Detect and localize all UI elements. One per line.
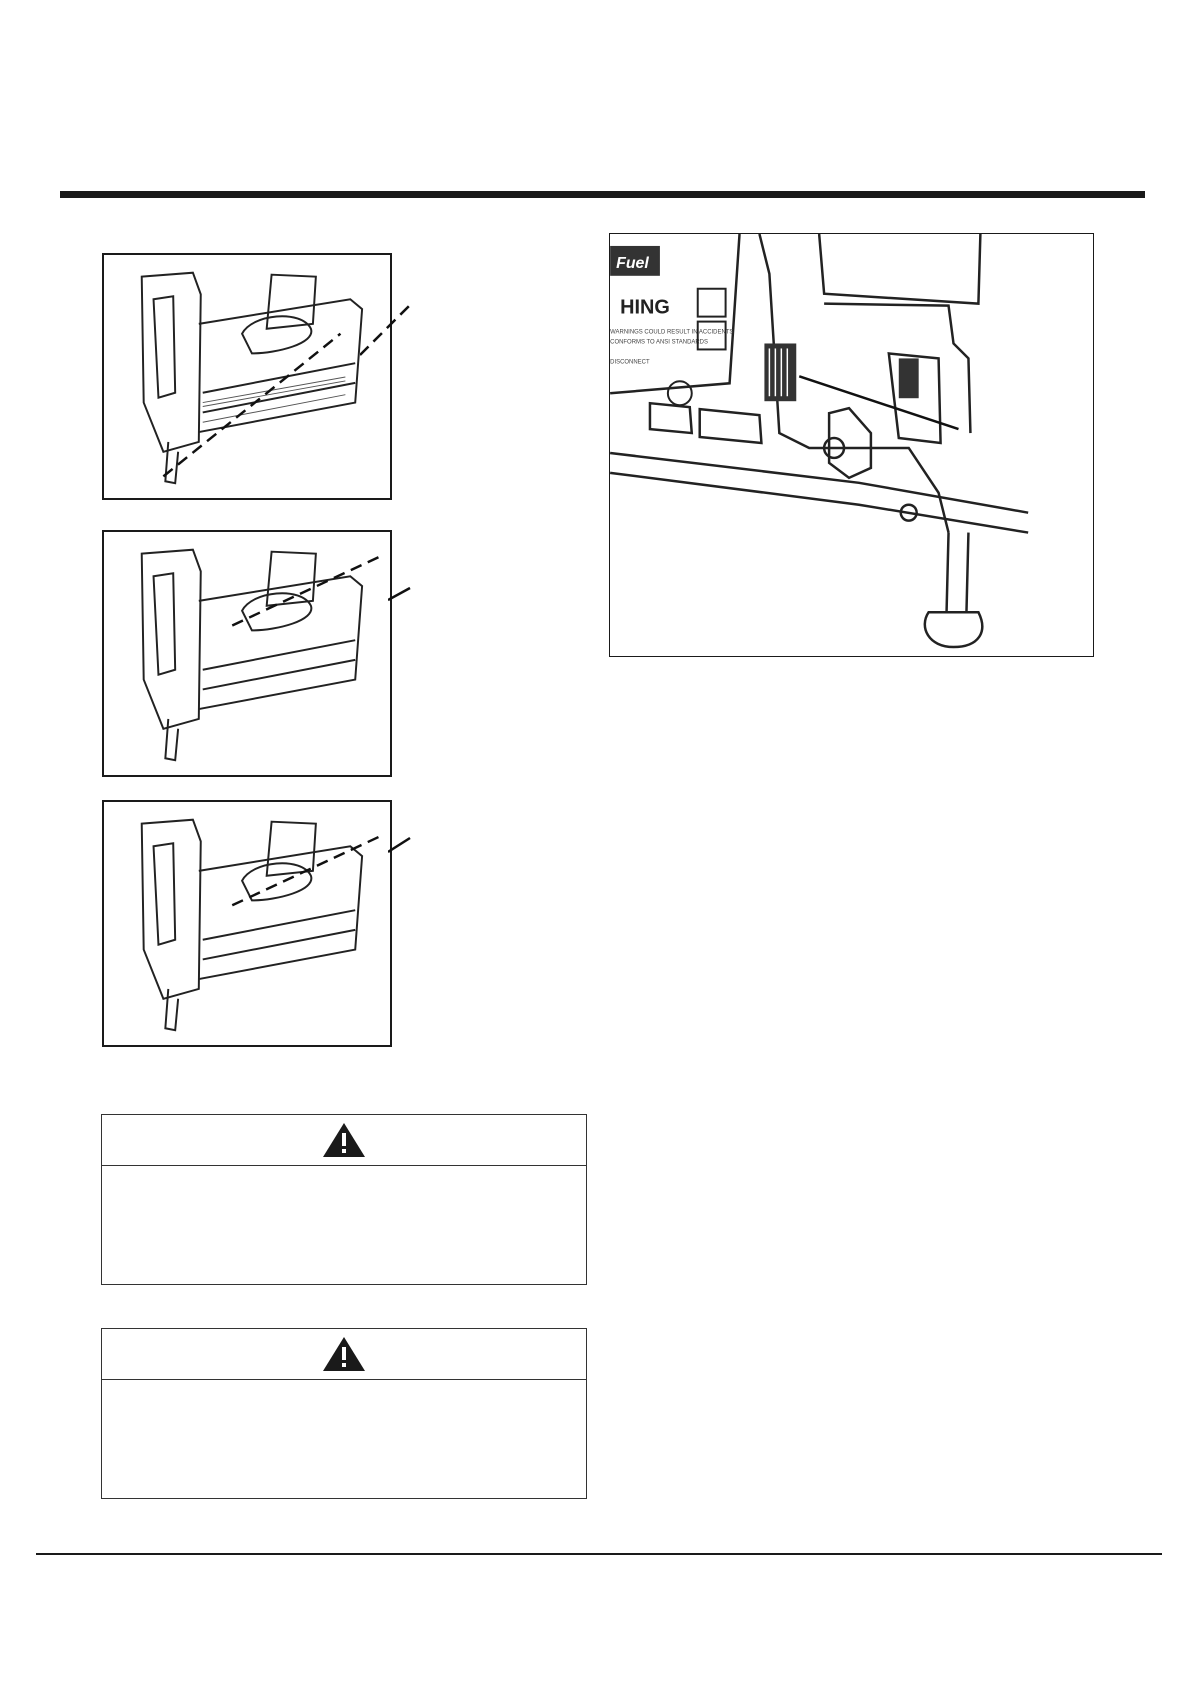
- warning-box-1: [101, 1114, 587, 1285]
- figure-grip-2: [102, 530, 392, 777]
- figure-depth-adjust-detail: [609, 233, 1094, 657]
- nailer-grip-illustration: [104, 532, 390, 775]
- warning-body: [102, 1166, 586, 1186]
- callout-line-2: [388, 580, 418, 610]
- nailer-grip-illustration: [104, 802, 390, 1045]
- warning-triangle-icon: [321, 1121, 367, 1159]
- header-rule: [60, 191, 1145, 198]
- warning-header: [102, 1329, 586, 1380]
- label-small-2: CONFORMS TO ANSI STANDARDS: [610, 339, 708, 346]
- label-small-3: DISCONNECT: [610, 359, 650, 366]
- callout-line-detail: [950, 420, 960, 430]
- warning-triangle-icon: [321, 1335, 367, 1373]
- warning-body: [102, 1380, 586, 1400]
- callout-line-1: [360, 300, 420, 360]
- label-small-1: WARNINGS COULD RESULT IN ACCIDENTS: [610, 329, 734, 336]
- figure-grip-1: [102, 253, 392, 500]
- nailer-grip-illustration: [104, 255, 390, 498]
- warning-box-2: [101, 1328, 587, 1499]
- label-heading-text: HING: [620, 296, 670, 319]
- footer-rule: [36, 1553, 1162, 1555]
- brand-mark-text: Fuel: [616, 254, 649, 272]
- callout-line-3: [388, 830, 418, 860]
- nailer-depth-adjust-detail: [610, 234, 1093, 656]
- warning-header: [102, 1115, 586, 1166]
- figure-grip-3: [102, 800, 392, 1047]
